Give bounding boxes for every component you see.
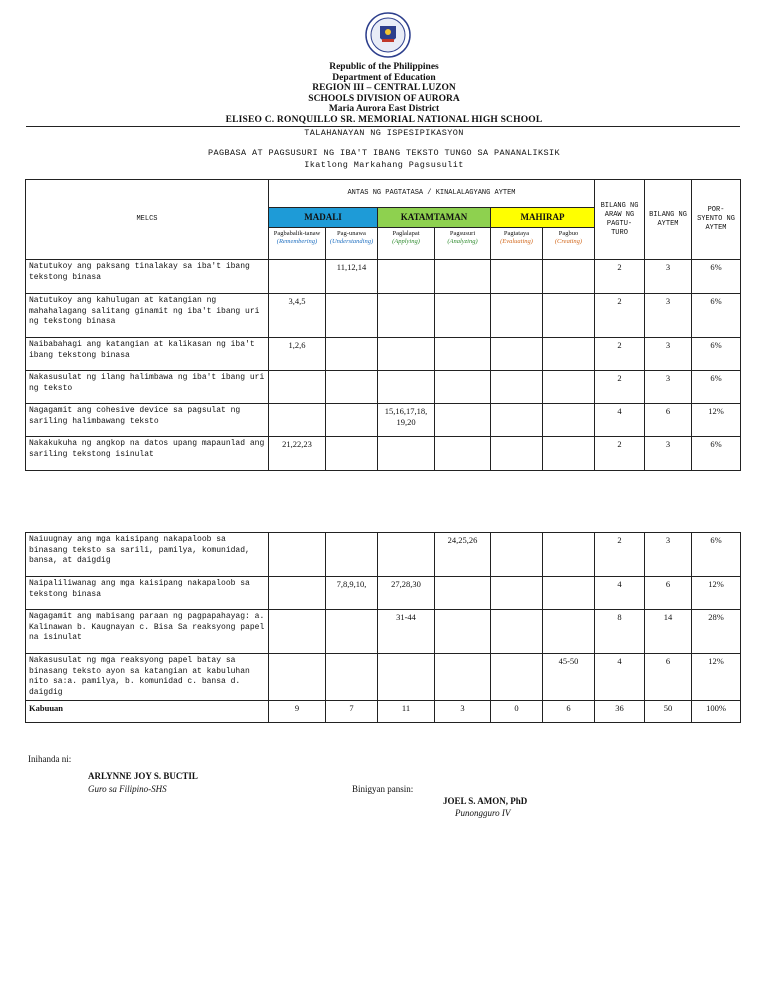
table-row xyxy=(26,260,741,294)
items-cell: 3 xyxy=(645,338,692,371)
table-row xyxy=(26,610,741,654)
item-cell xyxy=(435,371,491,404)
item-cell xyxy=(543,294,595,338)
total-percent: 100% xyxy=(692,701,741,723)
days-cell: 4 xyxy=(595,654,645,701)
region-line: REGION III – CENTRAL LUZON xyxy=(312,83,456,93)
item-cell xyxy=(326,654,378,701)
melc-cell: Natutukoy ang kahulugan at katangian ng mahahalagang salitang ginamit ng iba't ibang uri ng tekstong binasa xyxy=(26,294,269,338)
item-cell xyxy=(435,294,491,338)
melc-cell: Naibabahagi ang katangian at kalikasan ng iba't ibang tekstong binasa xyxy=(26,338,269,371)
percent-cell: 6% xyxy=(692,294,741,338)
skill-analyzing: Pagsusuri (Analyzing) xyxy=(435,228,491,260)
percent-cell: 6% xyxy=(692,338,741,371)
item-cell: 15,16,17,18, 19,20 xyxy=(378,404,435,437)
table-row xyxy=(26,404,741,437)
item-cell xyxy=(326,404,378,437)
total-label: Kabuuan xyxy=(26,701,269,723)
total-cell: 7 xyxy=(326,701,378,723)
melc-cell: Nakasusulat ng mga reaksyong papel batay sa binasang teksto ayon sa katangian at kabuluhan nito sa:a. pamilya, b. komunidad c. bansa d. daigdig xyxy=(26,654,269,701)
preparer-name: ARLYNNE JOY S. BUCTIL xyxy=(88,771,198,781)
item-cell xyxy=(435,338,491,371)
percent-cell: 6% xyxy=(692,437,741,471)
item-cell xyxy=(269,371,326,404)
item-cell xyxy=(269,654,326,701)
skill-remembering: Pagbabalik-tanaw (Remembering) xyxy=(269,228,326,260)
republic-line: Republic of the Philippines xyxy=(329,62,439,72)
total-cell: 0 xyxy=(491,701,543,723)
prepared-label: Inihanda ni: xyxy=(28,754,72,764)
days-cell: 2 xyxy=(595,371,645,404)
item-cell xyxy=(543,610,595,654)
item-cell xyxy=(269,610,326,654)
item-cell xyxy=(543,404,595,437)
item-cell xyxy=(378,294,435,338)
item-cell: 21,22,23 xyxy=(269,437,326,471)
percent-cell: 28% xyxy=(692,610,741,654)
department-line: Department of Education xyxy=(332,72,436,83)
item-cell xyxy=(435,654,491,701)
table-row xyxy=(26,294,741,338)
table-row xyxy=(26,577,741,610)
item-cell: 3,4,5 xyxy=(269,294,326,338)
item-cell xyxy=(543,533,595,577)
melcs-header: MELCS xyxy=(26,180,269,260)
melc-cell: Naiuugnay ang mga kaisipang nakapaloob sa binasang teksto sa sarili, pamilya, komunidad, bansa, at daigdig xyxy=(26,533,269,577)
item-cell: 31-44 xyxy=(378,610,435,654)
item-cell xyxy=(435,260,491,294)
item-cell xyxy=(378,260,435,294)
item-cell: 45-50 xyxy=(543,654,595,701)
item-cell xyxy=(326,294,378,338)
percent-cell: 12% xyxy=(692,404,741,437)
items-cell: 3 xyxy=(645,260,692,294)
total-items: 50 xyxy=(645,701,692,723)
level-katamtaman: KATAMTAMAN xyxy=(378,208,491,228)
level-mahirap: MAHIRAP xyxy=(491,208,595,228)
melc-cell: Nagagamit ang cohesive device sa pagsulat ng sariling halimbawang teksto xyxy=(26,404,269,437)
item-cell xyxy=(491,371,543,404)
items-cell: 3 xyxy=(645,533,692,577)
item-cell xyxy=(543,371,595,404)
table-row xyxy=(26,654,741,701)
total-cell: 3 xyxy=(435,701,491,723)
total-cell: 6 xyxy=(543,701,595,723)
skill-applying: Paglalapat (Applying) xyxy=(378,228,435,260)
item-cell xyxy=(378,437,435,471)
skill-understanding: Pag-unawa (Understanding) xyxy=(326,228,378,260)
document-title: TALAHANAYAN NG ISPESIPIKASYON xyxy=(304,128,464,138)
days-cell: 8 xyxy=(595,610,645,654)
item-cell xyxy=(491,533,543,577)
percent-cell: 12% xyxy=(692,654,741,701)
item-cell xyxy=(269,404,326,437)
item-cell xyxy=(491,654,543,701)
item-cell xyxy=(435,404,491,437)
item-cell xyxy=(378,338,435,371)
school-name: ELISEO C. RONQUILLO SR. MEMORIAL NATIONAL HIGH SCHOOL xyxy=(225,114,543,125)
percent-cell: 6% xyxy=(692,260,741,294)
item-cell: 1,2,6 xyxy=(269,338,326,371)
item-cell xyxy=(378,533,435,577)
melc-cell: Nakakukuha ng angkop na datos upang mapaunlad ang sariling tekstong isinulat xyxy=(26,437,269,471)
melc-cell: Nakasusulat ng ilang halimbawa ng iba't ibang uri ng teksto xyxy=(26,371,269,404)
specification-table-part1 xyxy=(25,179,741,471)
exam-title: Ikatlong Markahang Pagsusulit xyxy=(304,160,464,170)
items-cell: 3 xyxy=(645,371,692,404)
preparer-title: Guro sa Filipino-SHS xyxy=(88,784,167,794)
days-cell: 4 xyxy=(595,577,645,610)
items-cell: 6 xyxy=(645,654,692,701)
items-cell: 3 xyxy=(645,437,692,471)
items-cell: 6 xyxy=(645,404,692,437)
antas-header: ANTAS NG PAGTATASA / KINALALAGYANG AYTEM xyxy=(269,180,595,208)
item-cell xyxy=(543,437,595,471)
item-cell xyxy=(269,577,326,610)
days-cell: 2 xyxy=(595,260,645,294)
table-row xyxy=(26,437,741,471)
total-cell: 11 xyxy=(378,701,435,723)
district-line: Maria Aurora East District xyxy=(328,104,440,114)
item-cell xyxy=(543,338,595,371)
item-cell xyxy=(543,577,595,610)
approver-title: Punongguro IV xyxy=(455,808,511,818)
percent-cell: 6% xyxy=(692,371,741,404)
item-cell xyxy=(491,437,543,471)
days-cell: 4 xyxy=(595,404,645,437)
days-cell: 2 xyxy=(595,533,645,577)
percent-cell: 12% xyxy=(692,577,741,610)
item-cell xyxy=(269,260,326,294)
table-row xyxy=(26,338,741,371)
skill-evaluating: Pagtataya (Evaluating) xyxy=(491,228,543,260)
specification-table-part2 xyxy=(25,532,741,723)
item-cell: 11,12,14 xyxy=(326,260,378,294)
item-cell xyxy=(491,577,543,610)
skill-creating: Pagbuo (Creating) xyxy=(543,228,595,260)
item-cell xyxy=(378,654,435,701)
total-cell: 9 xyxy=(269,701,326,723)
item-cell xyxy=(269,533,326,577)
melc-cell: Nagagamit ang mabisang paraan ng pagpapahayag: a. Kalinawan b. Kaugnayan c. Bisa Sa reaksyong papel na isinulat xyxy=(26,610,269,654)
items-header: BILANG NG AYTEM xyxy=(645,180,692,260)
item-cell: 27,28,30 xyxy=(378,577,435,610)
item-cell xyxy=(435,577,491,610)
item-cell xyxy=(543,260,595,294)
item-cell xyxy=(326,437,378,471)
percent-cell: 6% xyxy=(692,533,741,577)
melc-cell: Naipaliliwanag ang mga kaisipang nakapaloob sa tekstong binasa xyxy=(26,577,269,610)
item-cell: 7,8,9,10, xyxy=(326,577,378,610)
division-line: SCHOOLS DIVISION OF AURORA xyxy=(308,93,460,104)
days-cell: 2 xyxy=(595,338,645,371)
items-cell: 14 xyxy=(645,610,692,654)
total-row xyxy=(26,701,741,723)
days-cell: 2 xyxy=(595,437,645,471)
item-cell xyxy=(378,371,435,404)
item-cell xyxy=(326,533,378,577)
noted-label: Binigyan pansin: xyxy=(352,784,414,794)
item-cell xyxy=(491,338,543,371)
item-cell xyxy=(491,404,543,437)
days-header: BILANG NG ARAW NG PAGTU- TURO xyxy=(595,180,645,260)
level-madali: MADALI xyxy=(269,208,378,228)
item-cell xyxy=(491,260,543,294)
approver-name: JOEL S. AMON, PhD xyxy=(443,796,528,806)
item-cell xyxy=(326,610,378,654)
item-cell: 24,25,26 xyxy=(435,533,491,577)
total-days: 36 xyxy=(595,701,645,723)
items-cell: 6 xyxy=(645,577,692,610)
letterhead xyxy=(0,62,768,125)
item-cell xyxy=(435,437,491,471)
item-cell xyxy=(435,610,491,654)
melc-cell: Natutukoy ang paksang tinalakay sa iba't ibang tekstong binasa xyxy=(26,260,269,294)
item-cell xyxy=(491,294,543,338)
days-cell: 2 xyxy=(595,294,645,338)
header-rule xyxy=(26,126,740,127)
deped-seal-logo xyxy=(365,12,411,58)
item-cell xyxy=(491,610,543,654)
items-cell: 3 xyxy=(645,294,692,338)
table-row xyxy=(26,371,741,404)
percent-header: POR- SYENTO NG AYTEM xyxy=(692,180,741,260)
item-cell xyxy=(326,338,378,371)
table-row xyxy=(26,533,741,577)
item-cell xyxy=(326,371,378,404)
subject-title: PAGBASA AT PAGSUSURI NG IBA'T IBANG TEKSTO TUNGO SA PANANALIKSIK xyxy=(207,148,561,158)
